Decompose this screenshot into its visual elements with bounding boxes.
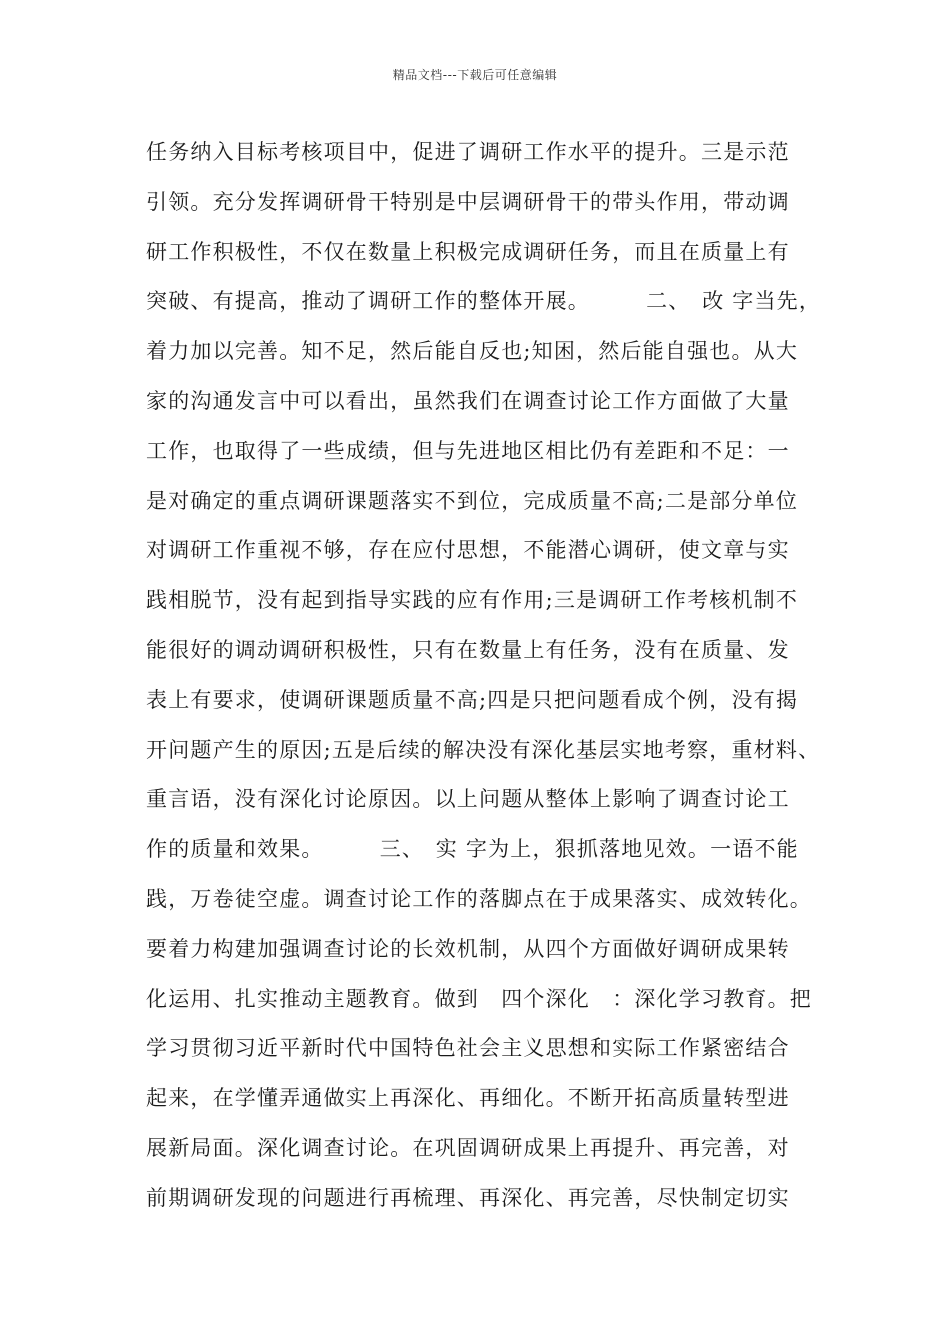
text-line: 能很好的调动调研积极性，只有在数量上有任务，没有在质量、发: [146, 637, 790, 662]
text-line: 展新局面。深化调查讨论。在巩固调研成果上再提升、再完善，对: [146, 1135, 790, 1160]
text-line: 要着力构建加强调查讨论的长效机制，从四个方面做好调研成果转: [146, 936, 790, 961]
text-line: 表上有要求，使调研课题质量不高;四是只把问题看成个例，没有揭: [146, 687, 799, 712]
text-line: 工作，也取得了一些成绩，但与先进地区相比仍有差距和不足：一: [146, 438, 790, 463]
text-line: 前期调研发现的问题进行再梳理、再深化、再完善，尽快制定切实: [146, 1185, 790, 1210]
text-line: 突破、有提高，推动了调研工作的整体开展。 二、 改 字当先，: [146, 289, 822, 314]
body-text: [146, 132, 846, 1228]
text-line: 对调研工作重视不够，存在应付思想，不能潜心调研，使文章与实: [146, 538, 790, 563]
text-line: 践，万卷徒空虚。调查讨论工作的落脚点在于成果落实、成效转化。: [146, 886, 812, 911]
text-line: 研工作积极性，不仅在数量上积极完成调研任务，而且在质量上有: [146, 239, 790, 264]
text-line: 学习贯彻习近平新时代中国特色社会主义思想和实际工作紧密结合: [146, 1036, 790, 1061]
text-line: 化运用、扎实推动主题教育。做到 四个深化 ：深化学习教育。把: [146, 986, 812, 1011]
text-line: 任务纳入目标考核项目中，促进了调研工作水平的提升。三是示范: [146, 140, 790, 164]
page-header: 精品文档---下载后可任意编辑: [392, 68, 558, 82]
text-line: 引领。充分发挥调研骨干特别是中层调研骨干的带头作用，带动调: [146, 189, 790, 214]
text-line: 着力加以完善。知不足，然后能自反也;知困，然后能自强也。从大: [146, 339, 799, 364]
text-line: 开问题产生的原因;五是后续的解决没有深化基层实地考察，重材料、: [146, 737, 821, 762]
text-line: 作的质量和效果。 三、 实 字为上，狠抓落地见效。一语不能: [146, 837, 799, 862]
text-line: 起来，在学懂弄通做实上再深化、再细化。不断开拓高质量转型进: [146, 1086, 790, 1111]
text-line: 重言语，没有深化讨论原因。以上问题从整体上影响了调查讨论工: [146, 787, 790, 812]
text-line: 践相脱节，没有起到指导实践的应有作用;三是调研工作考核机制不: [146, 588, 799, 613]
text-line: 是对确定的重点调研课题落实不到位，完成质量不高;二是部分单位: [146, 488, 799, 513]
text-line: 家的沟通发言中可以看出，虽然我们在调查讨论工作方面做了大量: [146, 388, 790, 413]
